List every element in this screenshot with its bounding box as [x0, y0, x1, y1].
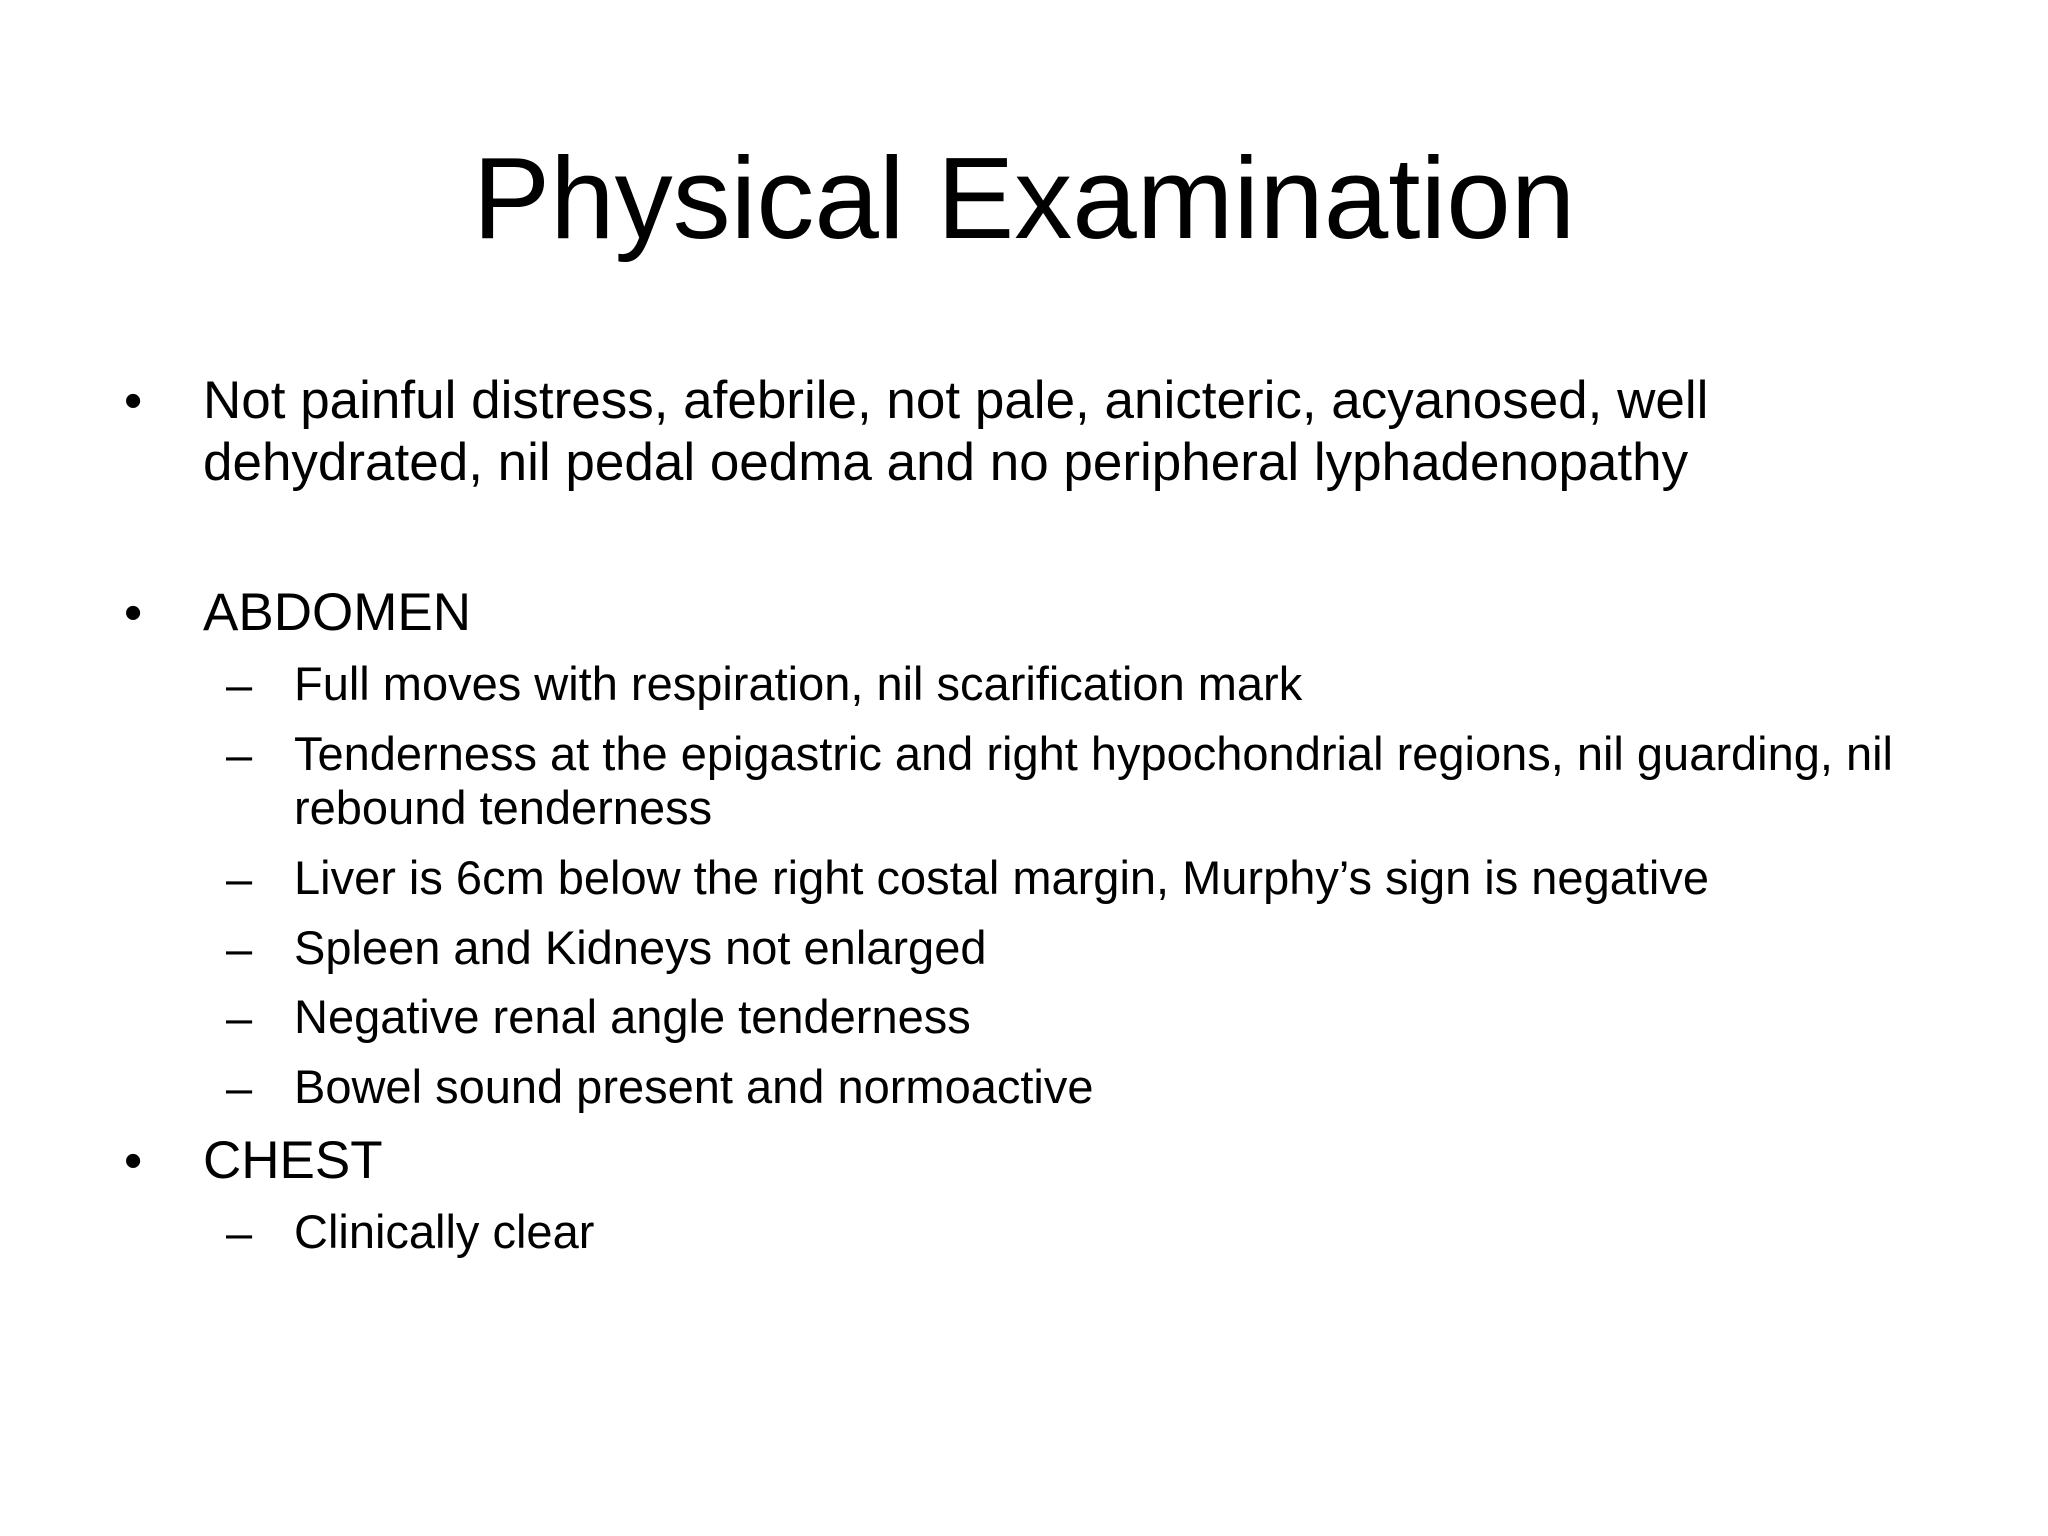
sub-bullet-text: Liver is 6cm below the right costal margin, Murphy’s sign is negative: [294, 851, 1709, 904]
bullet-heading: CHEST: [203, 1131, 383, 1190]
bullet-marker: •: [124, 584, 143, 642]
sub-bullet-text: Spleen and Kidneys not enlarged: [294, 921, 987, 974]
sub-bullet-marker: –: [226, 922, 253, 975]
sub-bullet-text: Tenderness at the epigastric and right hypochondrial regions, nil guarding, nil rebound tenderness: [294, 727, 1893, 834]
sub-bullet-text: Bowel sound present and normoactive: [294, 1060, 1094, 1113]
bullet-heading: ABDOMEN: [203, 583, 471, 642]
sub-bullet-marker: –: [226, 658, 253, 711]
sub-bullet-marker: –: [226, 1061, 253, 1114]
slide-title: Physical Examination: [472, 133, 1576, 263]
sub-bullet-text: Negative renal angle tenderness: [294, 990, 971, 1043]
sub-bullet-marker: –: [226, 728, 253, 781]
sub-bullet-text: Clinically clear: [294, 1205, 595, 1258]
sub-bullet-marker: –: [226, 991, 253, 1044]
bullet-marker: •: [124, 372, 143, 430]
sub-bullet-marker: –: [226, 1206, 253, 1259]
sub-bullet-marker: –: [226, 852, 253, 905]
bullet-marker: •: [124, 1132, 143, 1190]
bullet-text: Not painful distress, afebrile, not pale, anicteric, acyanosed, well dehydrated, nil pedal oedma and no peripheral lyphadenopathy: [203, 371, 1709, 492]
sub-bullet-text: Full moves with respiration, nil scarification mark: [294, 657, 1303, 710]
